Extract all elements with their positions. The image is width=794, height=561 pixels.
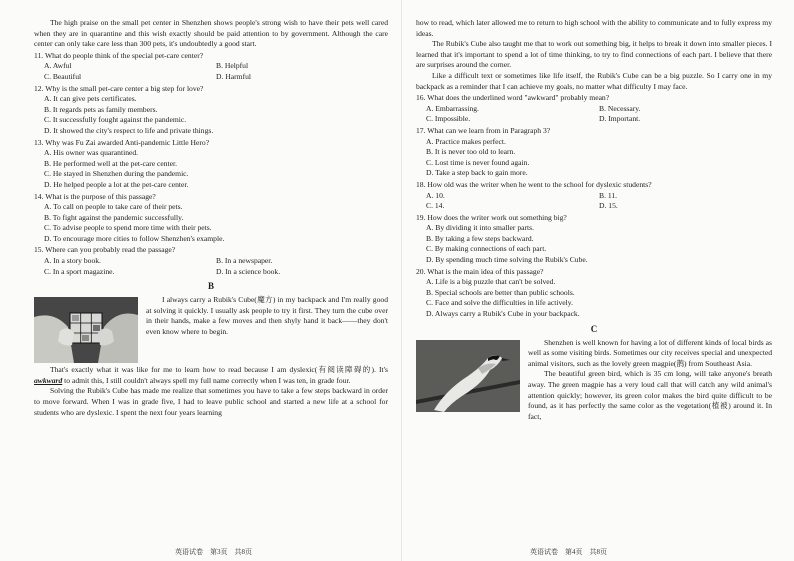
- question-stem: 19. How does the writer work out something big?: [416, 212, 567, 222]
- question-stem: 15. Where can you probably read the passage?: [34, 245, 176, 255]
- right-page: [416, 18, 772, 422]
- passage-b-paragraph-3: Solving the Rubik's Cube has made me realize that sometimes you have to take a few steps backward in order to move forward. When I was in grade five, I had to leave public school and started a new life at a school for students who are dyslexic. I spent the next four years learning: [34, 386, 388, 417]
- answer-option: B. It is never too old to learn.: [426, 147, 516, 157]
- answer-option: C. It successfully fought against the pandemic.: [44, 115, 187, 125]
- question-block: [34, 138, 388, 191]
- passage-c-paragraph-1: Shenzhen is well known for having a lot of different kinds of local birds as well as some visiting birds. Sometimes our city receives special and unexpected animal visitors, such as the lovely green magpie(鹊) from Southeast Asia.: [528, 337, 772, 368]
- left-page-footer: 英语试卷 第3页 共8页: [175, 548, 252, 556]
- answer-option: D. Always carry a Rubik's Cube in your backpack.: [426, 309, 580, 319]
- question-block: [416, 180, 772, 212]
- answer-option: D. 15.: [599, 201, 618, 211]
- question-block: [34, 84, 388, 137]
- answer-option: A. 10.: [426, 190, 445, 200]
- section-b-heading: B: [207, 281, 214, 292]
- answer-option: B. Necessary.: [599, 103, 641, 113]
- answer-option: A. Embarrassing.: [426, 103, 479, 113]
- answer-option: A. His owner was quarantined.: [44, 148, 139, 158]
- answer-option: C. By making connections of each part.: [426, 244, 547, 254]
- underlined-word-awkward: awkward: [34, 375, 63, 385]
- answer-options: [416, 191, 772, 212]
- answer-option: C. Lost time is never found again.: [426, 157, 530, 167]
- answer-option: D. Harmful: [216, 71, 252, 81]
- question-stem: 13. Why was Fu Zai awarded Anti-pandemic Little Hero?: [34, 137, 210, 147]
- answer-option: D. It showed the city's respect to life and private things.: [44, 125, 214, 135]
- paragraph-2-start: That's exactly what it was like for me to learn how to read because I am dyslexic(有阅读障碍的). It's: [50, 365, 388, 375]
- answer-option: B. Helpful: [216, 61, 249, 71]
- left-questions: [34, 51, 388, 277]
- answer-options: [34, 61, 388, 82]
- answer-options: [416, 277, 772, 319]
- right-questions: [416, 93, 772, 319]
- answer-options: [416, 223, 772, 265]
- answer-option: C. Face and solve the difficulties in life actively.: [426, 298, 573, 308]
- rubiks-cube-photo: [34, 297, 138, 363]
- answer-options: [416, 137, 772, 179]
- passage-c: [416, 338, 772, 423]
- answer-option: C. Beautiful: [44, 71, 82, 81]
- question-stem: 20. What is the main idea of this passage?: [416, 266, 544, 276]
- passage-c-paragraph-2: The beautiful green bird, which is 35 cm long, will take anyone's breath away. The green magpie has a very loud call that will catch any wild animal's attention quickly; however, its green color makes the bird quite difficult to be found, as it has perfectly the same color as the vegetation(植被) around it. In fact,: [528, 369, 772, 421]
- answer-option: C. 14.: [426, 201, 445, 211]
- section-c-heading: C: [590, 323, 598, 334]
- answer-option: B. He performed well at the pet-care center.: [44, 158, 178, 168]
- answer-options: [34, 148, 388, 190]
- answer-option: B. By taking a few steps backward.: [426, 233, 534, 243]
- answer-option: A. To call on people to take care of their pets.: [44, 202, 183, 212]
- passage-a-ending: The high praise on the small pet center in Shenzhen shows people's strong wish to have their pets well cared when they are in quarantine and this wish exactly should be paid attention to by government. Although the care center can only take care less than 300 pets, it's undoubtedly a good start.: [34, 18, 388, 49]
- passage-b: [34, 295, 388, 418]
- answer-option: D. Important.: [599, 114, 641, 124]
- answer-option: A. By dividing it into smaller parts.: [426, 223, 534, 233]
- passage-b-paragraph-1: I always carry a Rubik's Cube(魔方) in my backpack and I'm really good at solving it quickly. I usually ask people to try it first. They turn the cube over in their hands, make a few moves and then shyly hand it back——they don't even know where to begin.: [146, 295, 388, 337]
- answer-options: [34, 94, 388, 136]
- answer-option: A. Life is a big puzzle that can't be solved.: [426, 277, 556, 287]
- answer-option: C. Impossible.: [426, 114, 471, 124]
- answer-option: D. He helped people a lot at the pet-care center.: [44, 179, 189, 189]
- question-block: [416, 93, 772, 125]
- answer-option: B. In a newspaper.: [216, 256, 273, 266]
- passage-b-paragraph-2: [34, 365, 388, 386]
- question-block: [34, 51, 388, 83]
- question-block: [416, 267, 772, 320]
- answer-option: B. To fight against the pandemic successfully.: [44, 212, 184, 222]
- answer-option: B. 11.: [599, 190, 618, 200]
- right-page-footer: 英语试卷 第4页 共8页: [530, 548, 607, 556]
- answer-option: C. To advise people to spend more time with their pets.: [44, 223, 212, 233]
- answer-option: C. In a sport magazine.: [44, 266, 115, 276]
- question-block: [416, 126, 772, 179]
- left-page: [34, 18, 388, 418]
- question-stem: 18. How old was the writer when he went to the school for dyslexic students?: [416, 179, 652, 189]
- answer-options: [34, 256, 388, 277]
- answer-option: B. Special schools are better than public schools.: [426, 287, 575, 297]
- passage-b-paragraph-5: Like a difficult text or sometimes like life itself, the Rubik's Cube can be a big puzzle. So I carry one in my backpack as a reminder that I can achieve my goals, no matter what difficulty I may face.: [416, 70, 772, 91]
- question-block: [416, 213, 772, 266]
- answer-option: A. In a story book.: [44, 256, 101, 266]
- question-stem: 12. Why is the small pet-care center a big step for love?: [34, 83, 204, 93]
- answer-option: D. To encourage more cities to follow Shenzhen's example.: [44, 233, 225, 243]
- question-stem: 17. What can we learn from in Paragraph 3?: [416, 125, 551, 135]
- page-fold: [401, 0, 402, 561]
- answer-option: D. By spending much time solving the Rubik's Cube.: [426, 255, 588, 265]
- green-magpie-photo: [416, 340, 520, 412]
- answer-options: [416, 104, 772, 125]
- answer-option: B. It regards pets as family members.: [44, 104, 158, 114]
- paragraph-2-end: to admit this, I still couldn't always spell my full name correctly when I was ten, in grade four.: [62, 375, 351, 385]
- answer-option: A. Awful: [44, 61, 72, 71]
- question-stem: 14. What is the purpose of this passage?: [34, 191, 156, 201]
- question-stem: 11. What do people think of the special pet-care center?: [34, 50, 204, 60]
- answer-option: A. Practice makes perfect.: [426, 136, 506, 146]
- answer-option: D. In a science book.: [216, 266, 281, 276]
- answer-option: A. It can give pets certificates.: [44, 94, 137, 104]
- answer-option: C. He stayed in Shenzhen during the pandemic.: [44, 169, 189, 179]
- question-block: [34, 245, 388, 277]
- question-stem: 16. What does the underlined word "awkward" probably mean?: [416, 93, 610, 103]
- passage-b-paragraph-4: The Rubik's Cube also taught me that to work out something big, it helps to break it down into smaller pieces. I learned that it's important to spend a lot of time thinking, to try to find connections of each part. I believe that there are surprises around the corner.: [416, 39, 772, 70]
- answer-option: D. Take a step back to gain more.: [426, 168, 528, 178]
- answer-options: [34, 202, 388, 244]
- passage-b-continued: how to read, which later allowed me to return to high school with the ability to communicate and to fully express my ideas.: [416, 18, 772, 38]
- question-block: [34, 192, 388, 245]
